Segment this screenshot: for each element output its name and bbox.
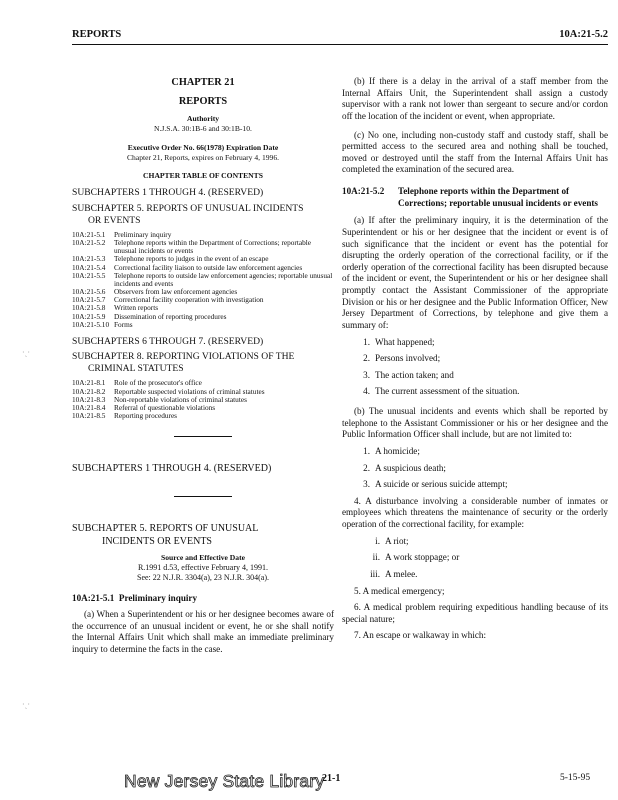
- toc-subchapters-1-4: SUBCHAPTERS 1 THROUGH 4. (RESERVED): [72, 187, 264, 199]
- toc-row: 10A:21-5.10 Forms: [72, 319, 133, 329]
- list-item: 2. A suspicious death;: [363, 462, 446, 473]
- left-column: [72, 76, 334, 655]
- toc-row: 10A:21-5.8 Written reports: [72, 303, 159, 313]
- scan-margin-mark: ·ˎ·: [22, 348, 30, 357]
- toc-subchapters-6-7: SUBCHAPTERS 6 THROUGH 7. (RESERVED): [72, 335, 264, 347]
- chapter-number: CHAPTER 21: [171, 77, 235, 88]
- running-header: [72, 28, 608, 45]
- list-item-7: 7. An escape or walkaway in which:: [354, 630, 487, 641]
- paragraph-b: (b) If there is a delay in the arrival of a staff member from the Internal Affairs Unit, the Superintendent shall assign a custody supervisor with a rank not lower than sergeant to secure and/or cordon off the location of the incident or event, when appropriate.: [342, 76, 608, 121]
- toc-subchapter-5-heading: [72, 203, 334, 227]
- header-left-title: REPORTS: [72, 29, 122, 40]
- authority-text: N.J.S.A. 30:1B-6 and 30:1B-10.: [154, 123, 252, 133]
- section-5-1-number: 10A:21-5.1: [72, 593, 115, 604]
- toc-row: 10A:21-8.4 Referral of questionable violations: [72, 402, 216, 412]
- list-item: 3. A suicide or serious suicide attempt;: [363, 479, 508, 490]
- roman-list-item: iii. A melee.: [370, 568, 418, 579]
- list-item: 1. What happened;: [363, 336, 435, 347]
- toc-row: 10A:21-8.2 Reportable suspected violations of criminal statutes: [72, 386, 265, 396]
- authority-label: Authority: [186, 114, 220, 124]
- library-watermark: New Jersey State Library: [124, 771, 325, 791]
- list-item: 1. A homicide;: [363, 445, 420, 456]
- source-line-2: See: 22 N.J.R. 3304(a), 23 N.J.R. 304(a).: [137, 573, 269, 583]
- list-item-6: 6. A medical problem requiring expeditious handling because of its special nature;: [342, 602, 608, 624]
- toc-row: 10A:21-5.3 Telephone reports to judges in the event of an escape: [72, 254, 269, 264]
- body-subchapter-5-line1: SUBCHAPTER 5. REPORTS OF UNUSUAL: [72, 522, 259, 534]
- toc-subchapter-8-line2: CRIMINAL STATUTES: [88, 363, 184, 375]
- toc-subchapter-5-line1: SUBCHAPTER 5. REPORTS OF UNUSUAL INCIDENTS: [72, 202, 304, 214]
- toc-row: 10A:21-5.6 Observers from law enforcement agencies: [72, 287, 238, 297]
- body-subchapter-5-line2: INCIDENTS OR EVENTS: [102, 535, 212, 547]
- toc-subchapter-8-heading: [72, 351, 334, 375]
- toc-row: 10A:21-5.4 Correctional facility liaison to outside law enforcement agencies: [72, 262, 303, 272]
- section-5-2-paragraph-a: (a) If after the preliminary inquiry, it is the determination of the Superintendent or his or her designee that the incident or event is of such significance that the incident or event has the potential for disrupting the orderly operation of the correctional facility, or if the orderly operation of the correctional facility has been disrupted because of the incident or event, the Superintendent or his or her designee shall promptly contact the Assistant Commissioner of the appropriate Division or his or her designee and the Public Information Officer, New Jersey Department of Corrections, by telephone and give them a summary of:: [342, 215, 608, 330]
- toc-subchapter-5-list: [72, 231, 334, 329]
- right-column: [342, 76, 608, 642]
- toc-row: 10A:21-5.2 Telephone reports within the Department of Corrections; reportable unusual incidents or events: [72, 238, 312, 256]
- list-item: 2. Persons involved;: [363, 353, 441, 364]
- exec-order-label: Executive Order No. 66(1978) Expiration Date: [127, 143, 279, 153]
- body-subchapter-5-heading: [72, 523, 334, 548]
- toc-row: 10A:21-8.3 Non-reportable violations of criminal statutes: [72, 394, 247, 404]
- list-item-4: 4. A disturbance involving a considerable number of inmates or employees which threatens the maintenance of security or the orderly operation of the correctional facility, for example:: [342, 495, 608, 529]
- body-subchapters-1-4: SUBCHAPTERS 1 THROUGH 4. (RESERVED): [72, 463, 272, 475]
- source-label: Source and Effective Date: [160, 553, 245, 563]
- section-5-1-title: Preliminary inquiry: [118, 593, 198, 604]
- exec-order-text: Chapter 21, Reports, expires on February 4, 1996.: [126, 153, 280, 163]
- scan-margin-mark: ·ˏ·: [22, 700, 30, 709]
- roman-list-item: ii. A work stoppage; or: [372, 552, 460, 563]
- toc-subchapter-5-line2: OR EVENTS: [88, 214, 141, 226]
- list-item: 3. The action taken; and: [363, 369, 454, 380]
- revision-date: 5-15-95: [560, 773, 591, 783]
- toc-subchapter-8-list: [72, 379, 334, 420]
- toc-row: 10A:21-5.7 Correctional facility cooperation with investigation: [72, 295, 264, 305]
- toc-row: 10A:21-5.9 Dissemination of reporting procedures: [72, 311, 227, 321]
- chapter-title: REPORTS: [178, 96, 228, 108]
- header-section-number: 10A:21-5.2: [559, 29, 608, 40]
- toc-row: 10A:21-5.5 Telephone reports to outside law enforcement agencies; reportable unusual incidents and events: [72, 270, 333, 288]
- paragraph-c: (c) No one, including non-custody staff and custody staff, shall be permitted access to the secured area and nothing shall be touched, moved or destroyed until the staff from the Internal Affairs Unit has completed the examination of the secured area.: [342, 129, 608, 175]
- section-divider: [174, 436, 232, 437]
- section-5-2-title: Telephone reports within the Department of Corrections; reportable unusual incidents or events: [398, 186, 598, 208]
- list-item: 4. The current assessment of the situation.: [363, 386, 520, 397]
- toc-subchapter-8-line1: SUBCHAPTER 8. REPORTING VIOLATIONS OF THE: [72, 351, 295, 363]
- list-item-5: 5. A medical emergency;: [354, 585, 445, 596]
- section-5-1-paragraph-a: (a) When a Superintendent or his or her designee becomes aware of the occurrence of an unusual incident or event, he or she shall notify the Internal Affairs Unit which shall make an immediate preliminary inquiry to determine the facts in the case.: [72, 608, 334, 654]
- section-5-2-heading: [342, 186, 608, 209]
- section-5-1-heading: [72, 593, 334, 605]
- section-divider: [174, 496, 232, 497]
- page-number: 21-1: [322, 773, 341, 784]
- roman-list-item: i. A riot;: [375, 535, 409, 546]
- source-line-1: R.1991 d.53, effective February 4, 1991.: [137, 562, 269, 572]
- toc-row: 10A:21-8.5 Reporting procedures: [72, 411, 178, 421]
- section-5-2-number: 10A:21-5.2: [342, 186, 385, 196]
- toc-label: CHAPTER TABLE OF CONTENTS: [143, 170, 263, 180]
- section-5-2-paragraph-b: (b) The unusual incidents and events which shall be reported by telephone to the Assistant Commissioner or his or her designee and the Public Information Officer shall include, but are not limited to:: [342, 406, 608, 440]
- toc-row: 10A:21-5.1 Preliminary inquiry: [72, 229, 172, 239]
- toc-row: 10A:21-8.1 Role of the prosecutor's office: [72, 378, 202, 388]
